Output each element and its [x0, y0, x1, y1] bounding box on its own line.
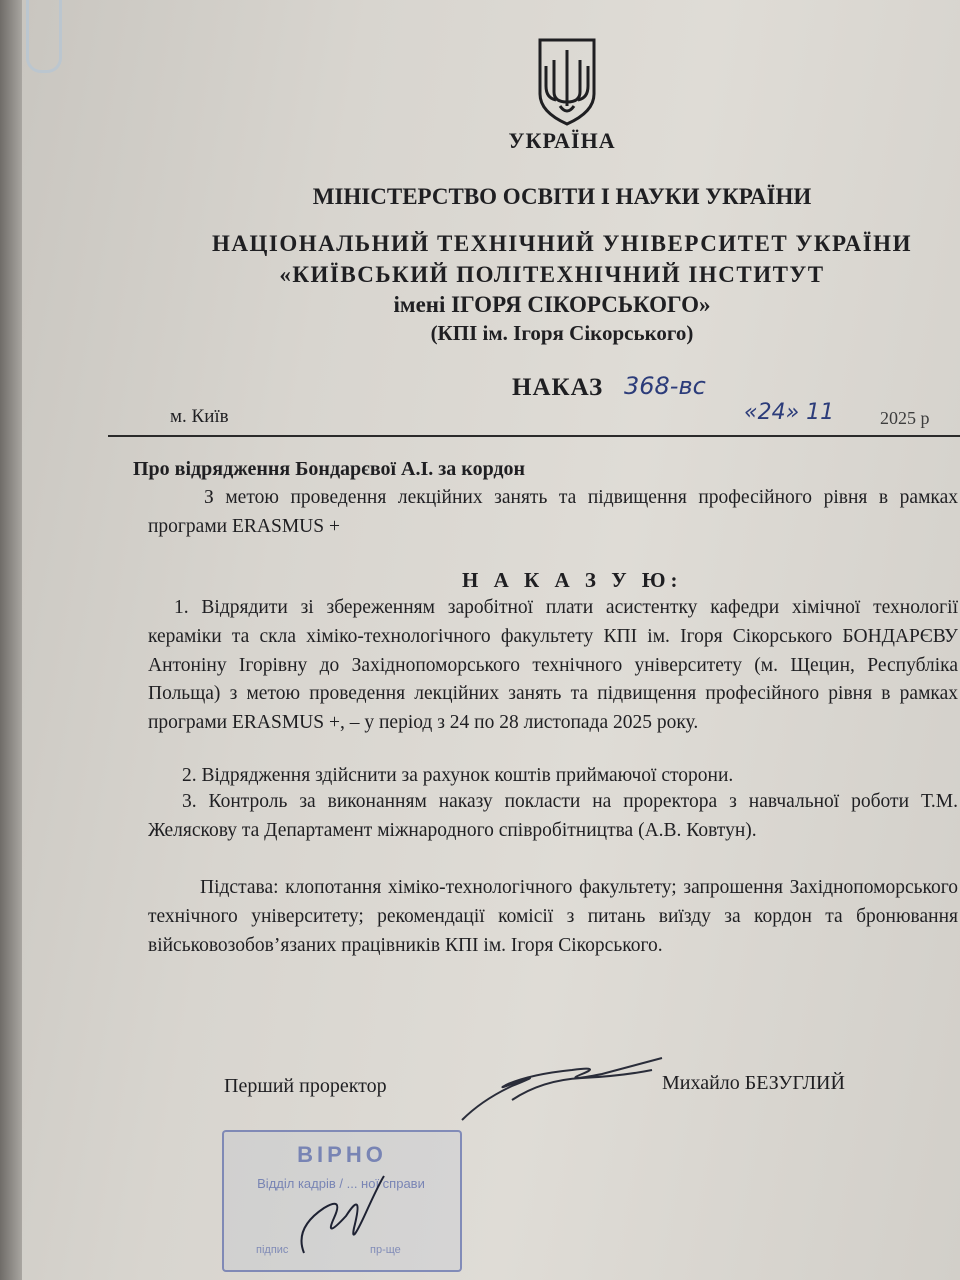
basis-paragraph: Підстава: клопотання хіміко-технологічного факультету; запрошення Західнопоморського технічного університету; рекомендації комісії з питань виїзду за кордон та бронювання військовозобов’язаних працівників КПІ ім. Ігоря Сікорського. — [148, 877, 958, 956]
order-item-1: 1. Відрядити зі збереженням заробітної плати асистентку кафедри хімічної технології кераміки та скла хіміко-технологічного факультету КПІ ім. Ігоря Сікорського БОНДАРЄВУ Антоніну Ігорівну до Західнопоморського технічного університету (м. Щецин, Республіка Польща) з метою проведення лекційних занять та підвищення професійного рівня в рамках програми ERASMUS +, – у період з 24 по 28 листопада 2025 року. — [148, 597, 958, 734]
stamp-sign-label: підпис — [256, 1244, 289, 1256]
stamp-department: Відділ кадрів / ... ної справи — [257, 1176, 425, 1191]
trident-emblem-icon — [534, 36, 600, 126]
university-line-3: імені ІГОРЯ СІКОРСЬКОГО» — [393, 292, 711, 317]
country-title: УКРАЇНА — [508, 128, 616, 153]
header-divider — [108, 435, 960, 437]
university-short-name: (КПІ ім. Ігоря Сікорського) — [430, 321, 694, 345]
order-date: «24» 11 — [744, 400, 835, 425]
signatory-role: Перший проректор — [224, 1075, 387, 1097]
university-line-1: НАЦІОНАЛЬНИЙ ТЕХНІЧНИЙ УНІВЕРСИТЕТ УКРАЇНИ — [212, 231, 912, 256]
order-year: 2025 р — [880, 408, 930, 428]
order-title: НАКАЗ — [512, 374, 604, 401]
order-number: 368-вс — [624, 372, 706, 400]
stamp-name-label: пр-ще — [370, 1244, 401, 1256]
signatory-name: Михайло БЕЗУГЛИЙ — [662, 1072, 845, 1094]
order-subject: Про відрядження Бондарєвої А.І. за кордон — [133, 458, 526, 480]
order-item-3: 3. Контроль за виконанням наказу покласти на проректора з навчальної роботи Т.М. Желяскову та Департамент міжнародного співробітництва (А.В. Ковтун). — [148, 791, 958, 841]
order-item-2: 2. Відрядження здійснити за рахунок коштів приймаючої сторони. — [182, 765, 734, 786]
intro-paragraph: З метою проведення лекційних занять та підвищення професійного рівня в рамках програми ERASMUS + — [148, 487, 958, 537]
stamp-title: ВІРНО — [297, 1142, 387, 1167]
certification-stamp — [222, 1130, 462, 1272]
document-page — [22, 0, 960, 1280]
page-shadow-edge — [0, 0, 22, 1280]
ministry-title: МІНІСТЕРСТВО ОСВІТИ І НАУКИ УКРАЇНИ — [312, 184, 812, 209]
paper-clip — [26, 0, 62, 73]
order-city: м. Київ — [170, 406, 229, 427]
orders-heading: Н А К А З У Ю: — [462, 568, 683, 592]
handwritten-signature — [452, 1040, 672, 1130]
university-line-2: «КИЇВСЬКИЙ ПОЛІТЕХНІЧНИЙ ІНСТИТУТ — [279, 262, 825, 287]
